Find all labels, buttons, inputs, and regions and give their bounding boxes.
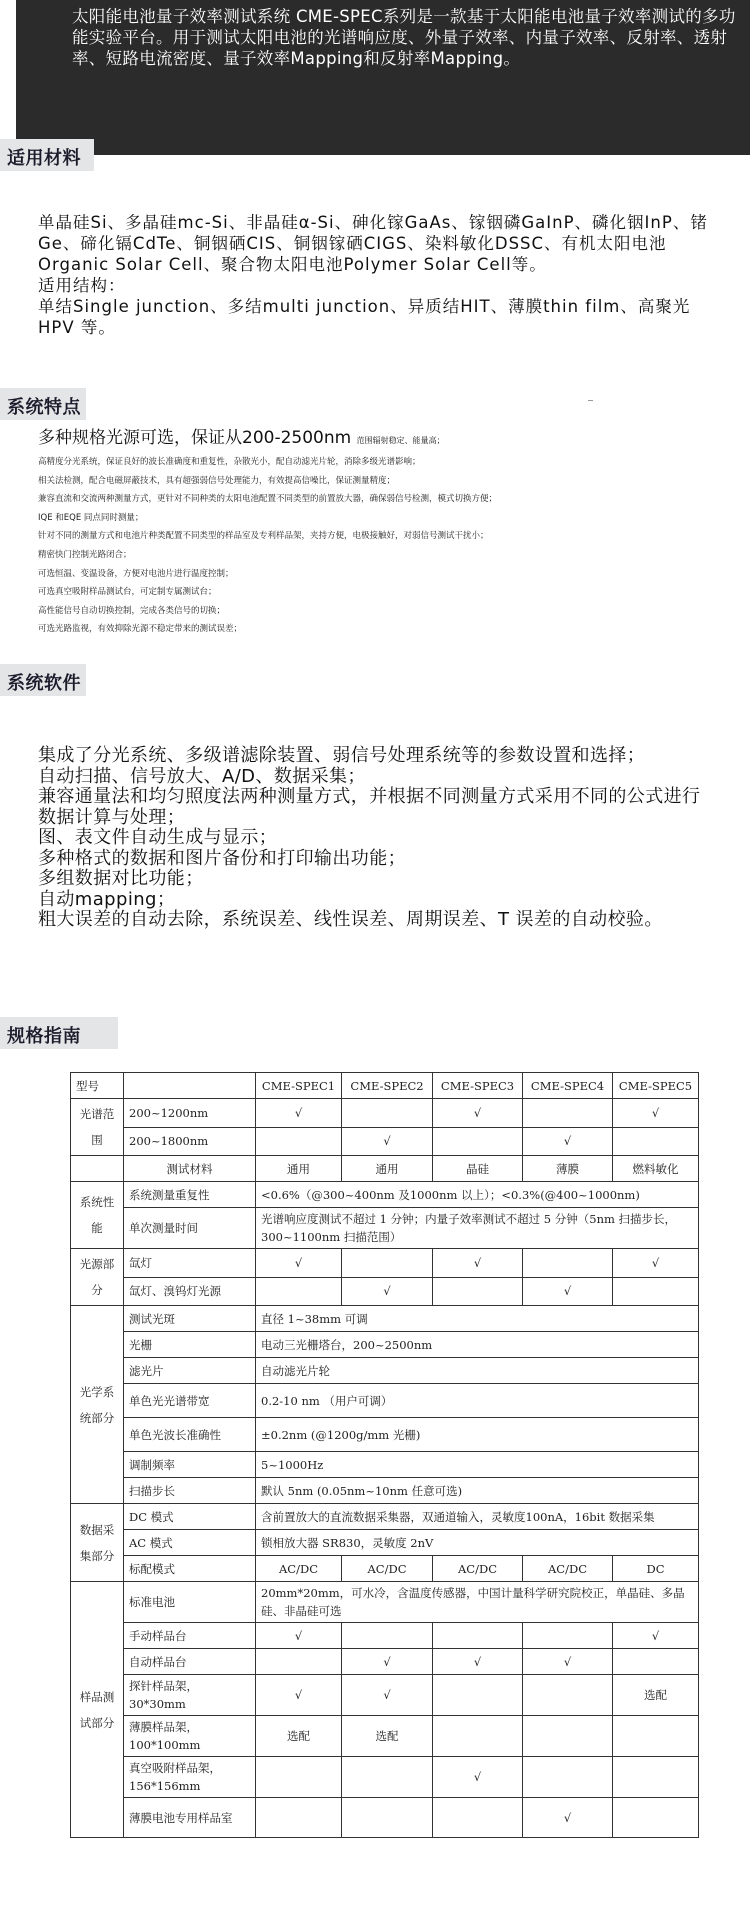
section-header-software (0, 664, 86, 696)
cell (613, 1757, 699, 1798)
material-cell: 通用 (342, 1156, 433, 1182)
table-row (71, 1452, 699, 1478)
feature-item: 针对不同的测量方式和电池片种类配置不同类型的样品室及专利样品架，夹持方便，电极接触好，对弱信号测试干扰小； (38, 531, 489, 542)
cell (433, 1798, 523, 1838)
table-row (71, 1478, 699, 1504)
header-model-name: CME-SPEC2 (342, 1073, 433, 1099)
optional-cell: 选配 (342, 1716, 433, 1757)
check-mark: √ (523, 1127, 613, 1156)
table-row (71, 1156, 699, 1182)
section-title: 适用材料 (7, 148, 81, 169)
check-mark: √ (433, 1649, 523, 1675)
cell (523, 1249, 613, 1278)
table-row (71, 1623, 699, 1649)
software-item: 多组数据对比功能； (38, 868, 204, 889)
cell (433, 1716, 523, 1757)
features-block (38, 426, 718, 639)
table-row (71, 1277, 699, 1306)
software-item: 图、表文件自动生成与显示； (38, 827, 278, 848)
intro-text: 太阳能电池量子效率测试系统 CME-SPEC系列是一款基于太阳能电池量子效率测试的多功能实验平台。用于测试太阳电池的光谱响应度、外量子效率、内量子效率、反射率、透射率、短路电流密度、量子效率Mapping和反射率Mapping。 (72, 7, 736, 68)
table-row (71, 1358, 699, 1384)
section-header-features (0, 388, 86, 420)
software-item: 多种格式的数据和图片备份和打印输出功能； (38, 847, 406, 869)
value-cell: 默认 5nm (0.05nm~10nm 任意可选) (256, 1478, 699, 1504)
feature-item: 可选真空吸附样品测试台，可定制专属测试台； (38, 587, 217, 598)
cell (71, 1156, 124, 1182)
table-row (71, 1208, 699, 1249)
software-item: 粗大误差的自动去除，系统误差、线性误差、周期误差、T 误差的自动校验。 (38, 909, 663, 930)
check-mark: √ (523, 1649, 613, 1675)
table-row (71, 1757, 699, 1798)
row-label: 滤光片 (124, 1358, 256, 1384)
row-label: 200~1200nm (124, 1099, 256, 1128)
software-item: 自动扫描、信号放大、A/D、数据采集； (38, 765, 366, 787)
value-cell: 电动三光栅塔台，200~2500nm (256, 1332, 699, 1358)
material-cell: 通用 (256, 1156, 342, 1182)
feature-item: IQE 和EQE 同点同时测量； (38, 512, 144, 523)
group-label: 系统性能 (71, 1182, 124, 1249)
mode-cell: AC/DC (433, 1556, 523, 1582)
value-cell: 自动滤光片轮 (256, 1358, 699, 1384)
section-title: 规格指南 (7, 1026, 81, 1047)
group-label: 光学系统部分 (71, 1306, 124, 1504)
cell (433, 1623, 523, 1649)
cell (433, 1277, 523, 1306)
cell (256, 1277, 342, 1306)
row-label: DC 模式 (124, 1504, 256, 1530)
feature-item: 高性能信号自动切换控制，完成各类信号的切换； (38, 605, 226, 616)
row-label: 氙灯、溴钨灯光源 (124, 1277, 256, 1306)
header-model-name: CME-SPEC1 (256, 1073, 342, 1099)
row-label: 氙灯 (124, 1249, 256, 1278)
optional-cell: 选配 (256, 1716, 342, 1757)
value-cell: <0.6%（@300~400nm 及1000nm 以上）；<0.3%(@400~1000nm) (256, 1182, 699, 1208)
table-row (71, 1675, 699, 1716)
row-label: AC 模式 (124, 1530, 256, 1556)
check-mark: √ (523, 1798, 613, 1838)
table-row (71, 1418, 699, 1452)
header-model-name: CME-SPEC3 (433, 1073, 523, 1099)
value-cell: 20mm*20mm，可水冷，含温度传感器，中国计量科学研究院校正，单晶硅、多晶硅、非晶硅可选 (256, 1582, 699, 1623)
cell (256, 1649, 342, 1675)
materials-block (38, 212, 718, 338)
mode-cell: AC/DC (342, 1556, 433, 1582)
check-mark: √ (433, 1757, 523, 1798)
features-headline (38, 426, 718, 453)
table-row (71, 1332, 699, 1358)
feature-item: 可选恒温、变温设备，方便对电池片进行温度控制； (38, 568, 234, 579)
table-row (71, 1649, 699, 1675)
mode-cell: AC/DC (523, 1556, 613, 1582)
check-mark: √ (342, 1649, 433, 1675)
row-label: 扫描步长 (124, 1478, 256, 1504)
structure-label: 适用结构： (38, 276, 126, 295)
cell (523, 1757, 613, 1798)
header-model-name: CME-SPEC4 (523, 1073, 613, 1099)
check-mark: √ (613, 1623, 699, 1649)
table-row (71, 1556, 699, 1582)
optional-cell: 选配 (613, 1675, 699, 1716)
stray-mark (588, 400, 593, 401)
feature-item: 兼容直流和交流两种测量方式，更针对不同种类的太阳电池配置不同类型的前置放大器，确保弱信号检测，模式切换方便； (38, 494, 498, 505)
group-label: 光谱范围 (71, 1099, 124, 1156)
mode-cell: DC (613, 1556, 699, 1582)
cell (433, 1127, 523, 1156)
cell (342, 1798, 433, 1838)
check-mark: √ (433, 1099, 523, 1128)
check-mark: √ (256, 1675, 342, 1716)
software-item: 自动mapping； (38, 888, 176, 910)
cell (613, 1649, 699, 1675)
value-cell: 0.2-10 nm （用户可调） (256, 1384, 699, 1418)
header-model: 型号 (71, 1073, 124, 1099)
table-row (71, 1073, 699, 1099)
cell (342, 1249, 433, 1278)
row-label: 调制频率 (124, 1452, 256, 1478)
cell (433, 1675, 523, 1716)
value-cell: 5~1000Hz (256, 1452, 699, 1478)
check-mark: √ (613, 1249, 699, 1278)
feature-item: 可选光路监视，有效抑除光源不稳定带来的测试误差； (38, 624, 243, 635)
group-label: 数据采集部分 (71, 1504, 124, 1582)
spec-table (70, 1072, 699, 1838)
feature-item: 高精度分光系统，保证良好的波长准确度和重复性，杂散光小，配自动滤光片轮，消除多级光谱影响； (38, 457, 421, 467)
intro-banner (16, 0, 750, 155)
material-cell: 薄膜 (523, 1156, 613, 1182)
table-row (71, 1099, 699, 1128)
group-label: 样品测试部分 (71, 1582, 124, 1838)
cell (613, 1277, 699, 1306)
check-mark: √ (256, 1249, 342, 1278)
material-cell: 燃料敏化 (613, 1156, 699, 1182)
row-label: 光栅 (124, 1332, 256, 1358)
cell (523, 1099, 613, 1128)
feature-item: 精密快门控制光路闭合； (38, 549, 132, 560)
row-label: 探针样品架，30*30mm (124, 1675, 256, 1716)
cell (342, 1757, 433, 1798)
cell (342, 1099, 433, 1128)
value-cell: 含前置放大的直流数据采集器，双通道输入，灵敏度100nA，16bit 数据采集 (256, 1504, 699, 1530)
table-row (71, 1384, 699, 1418)
check-mark: √ (342, 1127, 433, 1156)
value-cell: 光谱响应度测试不超过 1 分钟；内量子效率测试不超过 5 分钟（5nm 扫描步长，300~1100nm 扫描范围） (256, 1208, 699, 1249)
row-label: 单次测量时间 (124, 1208, 256, 1249)
group-label: 光源部分 (71, 1249, 124, 1306)
row-label: 薄膜电池专用样品室 (124, 1798, 256, 1838)
table-row (71, 1249, 699, 1278)
table-row (71, 1182, 699, 1208)
material-cell: 晶硅 (433, 1156, 523, 1182)
row-label: 自动样品台 (124, 1649, 256, 1675)
row-label: 标准电池 (124, 1582, 256, 1623)
cell (613, 1716, 699, 1757)
table-row (71, 1582, 699, 1623)
check-mark: √ (256, 1623, 342, 1649)
section-header-specs (0, 1017, 118, 1049)
row-label: 单色光光谱带宽 (124, 1384, 256, 1418)
check-mark: √ (342, 1675, 433, 1716)
cell (256, 1127, 342, 1156)
value-cell: 直径 1~38mm 可调 (256, 1306, 699, 1332)
cell (124, 1073, 256, 1099)
feature-item: 相关法检测，配合电磁屏蔽技术，具有超强弱信号处理能力，有效提高信噪比，保证测量精度； (38, 475, 396, 486)
headline-text: 多种规格光源可选，保证从200-2500nm (38, 428, 357, 448)
materials-list: 单晶硅Si、多晶硅mc-Si、非晶硅α-Si、砷化镓GaAs、镓铟磷GaInP、磷化铟InP、锗Ge、碲化镉CdTe、铜铟硒CIS、铜铟镓硒CIGS、染料敏化DSSC、有机太阳电池Organic Solar Cell、聚合物太阳电池Polymer Solar Cell等。 (38, 213, 708, 274)
row-label: 200~1800nm (124, 1127, 256, 1156)
cell (523, 1716, 613, 1757)
row-label: 测试光斑 (124, 1306, 256, 1332)
row-label: 手动样品台 (124, 1623, 256, 1649)
row-label: 系统测量重复性 (124, 1182, 256, 1208)
cell (342, 1623, 433, 1649)
software-block (38, 746, 718, 931)
structure-list: 单结Single junction、多结multi junction、异质结HIT、薄膜thin film、高聚光HPV 等。 (38, 297, 691, 337)
row-label: 单色光波长准确性 (124, 1418, 256, 1452)
mode-cell: AC/DC (256, 1556, 342, 1582)
value-cell: 锁相放大器 SR830，灵敏度 2nV (256, 1530, 699, 1556)
cell (613, 1127, 699, 1156)
row-label: 测试材料 (124, 1156, 256, 1182)
check-mark: √ (523, 1277, 613, 1306)
table-row (71, 1798, 699, 1838)
table-row (71, 1530, 699, 1556)
cell (613, 1798, 699, 1838)
cell (256, 1757, 342, 1798)
row-label: 真空吸附样品架，156*156mm (124, 1757, 256, 1798)
cell (523, 1623, 613, 1649)
check-mark: √ (256, 1099, 342, 1128)
table-row (71, 1716, 699, 1757)
section-title: 系统软件 (7, 673, 81, 694)
row-label: 标配模式 (124, 1556, 256, 1582)
section-header-materials (0, 139, 94, 171)
software-item: 兼容通量法和均匀照度法两种测量方式，并根据不同测量方式采用不同的公式进行数据计算与处理； (38, 786, 701, 828)
table-row (71, 1127, 699, 1156)
software-item: 集成了分光系统、多级谱滤除装置、弱信号处理系统等的参数设置和选择； (38, 745, 646, 766)
cell (256, 1798, 342, 1838)
check-mark: √ (342, 1277, 433, 1306)
value-cell: ±0.2nm (@1200g/mm 光栅) (256, 1418, 699, 1452)
check-mark: √ (613, 1099, 699, 1128)
headline-note: 范围辐射稳定、能量高； (356, 436, 445, 445)
header-model-name: CME-SPEC5 (613, 1073, 699, 1099)
row-label: 薄膜样品架，100*100mm (124, 1716, 256, 1757)
table-row (71, 1306, 699, 1332)
cell (523, 1675, 613, 1716)
table-row (71, 1504, 699, 1530)
section-title: 系统特点 (7, 397, 81, 418)
check-mark: √ (433, 1249, 523, 1278)
